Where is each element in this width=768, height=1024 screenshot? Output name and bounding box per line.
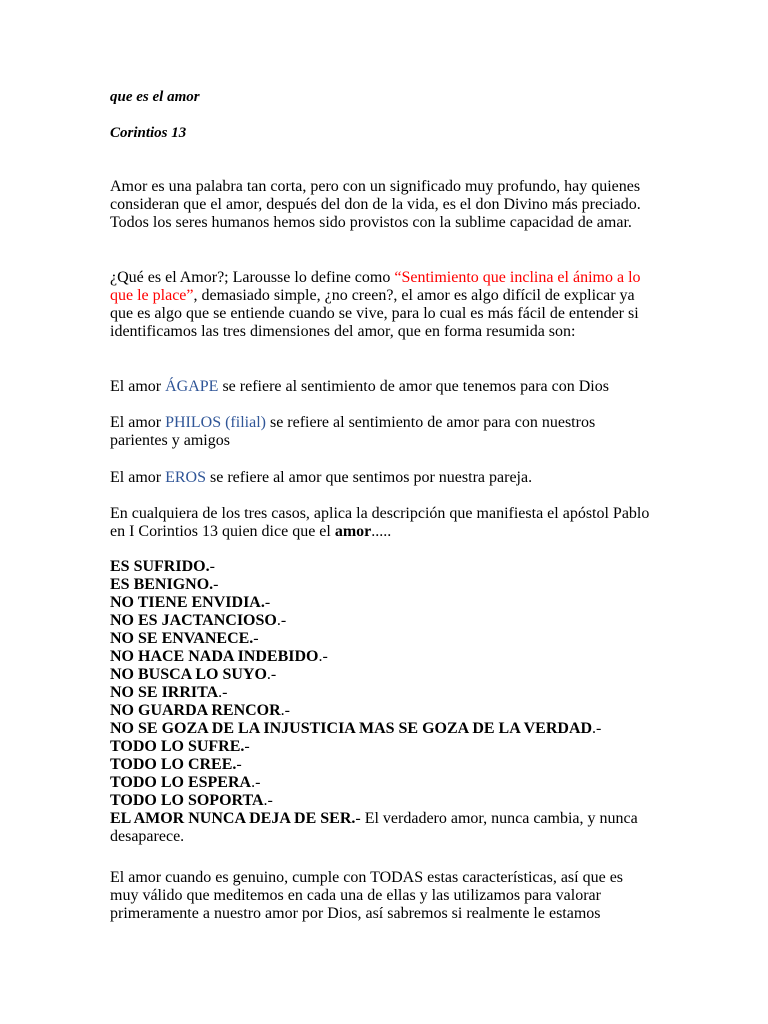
trait-rest: .- xyxy=(266,666,277,683)
trait-rest: .- xyxy=(280,702,290,719)
trait-bold: NO BUSCA LO SUYO xyxy=(110,666,267,683)
definition-post: , demasiado simple, ¿no creen?, el amor es algo difícil de explicar ya que es algo que se entiende cuando se vive, para lo cual es más fácil de entender si identificamos las tres dimensiones del amor, que en forma resumida son: xyxy=(110,287,639,340)
trait-rest: - xyxy=(253,630,259,647)
closing-paragraph: El amor cuando es genuino, cumple con TODAS estas características, así que es muy válido que meditemos en cada una de ellas y las utilizamos para valorar primeramente a nuestro amor por Dios, así sabremos si realmente le estamos xyxy=(110,869,624,922)
agape-term: ÁGAPE xyxy=(165,378,219,395)
document-subtitle: Corintios 13 xyxy=(110,125,187,141)
trait-rest: .- xyxy=(592,720,602,737)
trait-rest: - xyxy=(264,594,271,611)
trait-line xyxy=(110,594,655,612)
intro-paragraph: Amor es una palabra tan corta, pero con un significado muy profundo, hay quienes consideran que el amor, después del don de la vida, es el don Divino más preciado. Todos los seres humanos hemos sido provistos con la sublime capacidad de amar. xyxy=(110,178,641,231)
larousse-quote: “Sentimiento que inclina el ánimo a lo que le place” xyxy=(110,269,641,304)
definition-pre: ¿Qué es el Amor?; Larousse lo define como xyxy=(110,269,395,286)
trait-bold: NO ES JACTANCIOSO xyxy=(110,612,277,629)
philos-term: PHILOS (filial) xyxy=(165,414,266,431)
trait-rest: .- xyxy=(263,792,273,809)
trait-bold: NO GUARDA RENCOR xyxy=(110,702,281,719)
trait-bold: NO HACE NADA INDEBIDO xyxy=(110,648,319,665)
pablo-amor: amor xyxy=(334,523,372,540)
trait-rest: - xyxy=(236,756,242,773)
trait-line xyxy=(110,684,655,702)
final-trait-bold: EL AMOR NUNCA DEJA DE SER. xyxy=(110,810,356,827)
trait-rest: .- xyxy=(276,612,287,629)
agape-post: se refiere al sentimiento de amor que tenemos para con Dios xyxy=(218,378,609,395)
agape-pre: El amor xyxy=(110,378,166,395)
trait-rest: .- xyxy=(218,684,228,701)
eros-pre: El amor xyxy=(110,469,166,486)
trait-bold: NO SE ENVANECE. xyxy=(110,630,254,647)
philos-paragraph xyxy=(110,414,655,450)
trait-bold: ES SUFRIDO. xyxy=(110,558,210,575)
trait-rest: - xyxy=(213,576,219,593)
trait-rest: .- xyxy=(318,648,328,665)
trait-line xyxy=(110,630,655,648)
agape-paragraph xyxy=(110,378,655,396)
definition-paragraph xyxy=(110,269,655,341)
philos-pre: El amor xyxy=(110,414,166,431)
trait-rest: - xyxy=(244,738,250,755)
trait-bold: ES BENIGNO. xyxy=(110,576,214,593)
trait-line xyxy=(110,666,655,684)
trait-line xyxy=(110,774,655,792)
trait-line xyxy=(110,792,655,810)
philos-post: se refiere al sentimiento de amor para con nuestros parientes y amigos xyxy=(110,414,596,449)
trait-bold: TODO LO SUFRE. xyxy=(110,738,245,755)
trait-line xyxy=(110,756,655,774)
trait-bold: NO SE GOZA DE LA INJUSTICIA MAS SE GOZA DE LA VERDAD xyxy=(110,720,593,737)
trait-line xyxy=(110,558,655,576)
pablo-paragraph xyxy=(110,505,655,541)
trait-bold: TODO LO SOPORTA xyxy=(110,792,264,809)
trait-bold: TODO LO ESPERA xyxy=(110,774,252,791)
trait-bold: NO TIENE ENVIDIA. xyxy=(110,594,265,611)
trait-line xyxy=(110,648,655,666)
trait-line xyxy=(110,612,655,630)
trait-line xyxy=(110,738,655,756)
trait-line xyxy=(110,576,655,594)
pablo-pre: En cualquiera de los tres casos, aplica la descripción que manifiesta el apóstol Pablo en I Corintios 13 quien dice que el xyxy=(110,505,650,540)
trait-bold: TODO LO CREE. xyxy=(110,756,237,773)
trait-line xyxy=(110,720,655,738)
trait-bold: NO SE IRRITA xyxy=(110,684,219,701)
traits-list xyxy=(110,558,655,846)
pablo-post: ..... xyxy=(371,523,392,540)
eros-paragraph xyxy=(110,469,655,487)
document-title: que es el amor xyxy=(110,89,200,105)
final-trait-line xyxy=(110,810,655,846)
eros-post: se refiere al amor que sentimos por nuestra pareja. xyxy=(206,469,533,486)
trait-rest: .- xyxy=(251,774,261,791)
eros-term: EROS xyxy=(165,469,206,486)
final-trait-rest: - El verdadero amor, nunca cambia, y nunca desaparece. xyxy=(110,810,638,845)
trait-rest: - xyxy=(209,558,215,575)
trait-line xyxy=(110,702,655,720)
